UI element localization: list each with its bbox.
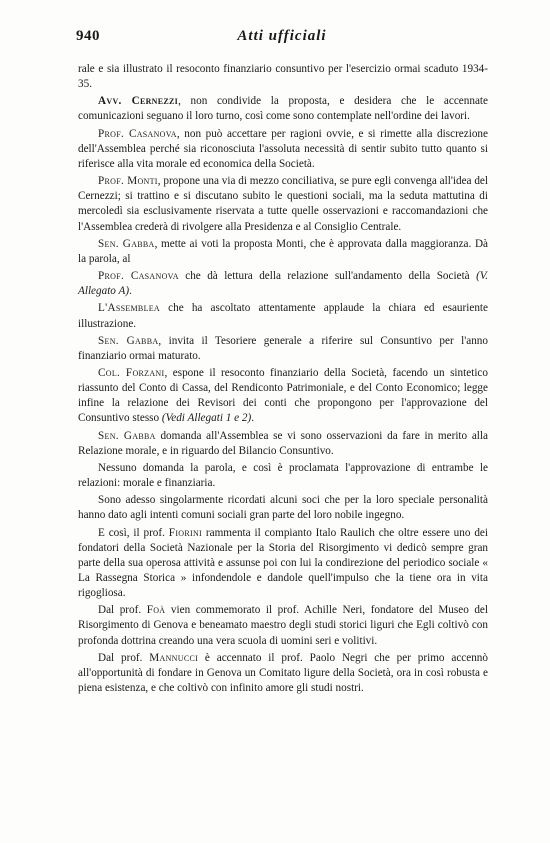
- page-header: [76, 28, 488, 50]
- paragraph-text: .: [251, 412, 254, 425]
- paragraph-text: che ha ascoltato attentamente applaude la chiara ed esauriente illustrazione.: [78, 302, 488, 330]
- paragraph: [78, 651, 488, 696]
- speaker-name: Sen. Gabba: [98, 429, 156, 442]
- paragraph-text: , non condivide la proposta, e desidera che le accennate comunicazioni seguano il loro turno, così come sono contemplate nell'ordine dei lavori.: [78, 95, 488, 123]
- paragraph-text: rammenta il compianto Italo Raulich che oltre essere uno dei fondatori della Società Nazionale per la Storia del Risorgimento vi dedicò sempre gran parte della sua operosa attività e assunse poi con lui la condirezione del periodico sociale « La Rassegna Storica » infondendole e dandole quell'impulso che la tiene ora in vita rigogliosa.: [78, 526, 488, 600]
- body-text: [78, 62, 488, 698]
- paragraph: [78, 526, 488, 602]
- paragraph: [78, 366, 488, 427]
- speaker-name: Sen. Gabba: [98, 237, 155, 250]
- allegato-reference: (Vedi Allegati 1 e 2): [161, 412, 252, 425]
- speaker-name: Foà: [146, 604, 166, 617]
- paragraph-text: Nessuno domanda la parola, e così è proclamata l'approvazione di entrambe le relazioni: morale e finanziaria.: [78, 461, 488, 490]
- speaker-name: Sen. Gabba: [98, 334, 159, 347]
- paragraph: [78, 237, 488, 267]
- paragraph: [78, 62, 488, 92]
- paragraph-text: , propone una via di mezzo conciliativa, se pure egli convenga all'idea del Cernezzi; si trattino e si discutano subito le questioni sociali, ma la seduta mattutina di mercoledì sia esclusivamente riservata a tutte quelle osservazioni e raccomandazioni che l'Assemblea crederà di rivolgere alla Presidenza e al Consiglio Centrale.: [78, 175, 488, 233]
- paragraph: [78, 127, 488, 172]
- paragraph: [78, 301, 488, 331]
- paragraph: [78, 269, 488, 299]
- speaker-name: Prof. Casanova: [98, 270, 179, 283]
- paragraph-text: domanda all'Assemblea se vi sono osservazioni da fare in merito alla Relazione morale, e in riguardo del Bilancio Consuntivo.: [78, 429, 488, 457]
- speaker-name: Prof. Monti: [98, 175, 158, 188]
- paragraph-text: , non può accettare per ragioni ovvie, e si rimette alla discrezione dell'Assemblea perché sia riconosciuta l'assoluta necessità di sentir subito tutto quanto si riferisce alla vita morale ed economica della Società.: [78, 127, 488, 170]
- paragraph-text: E così, il prof.: [98, 526, 169, 539]
- paragraph-text: è accennato il prof. Paolo Negri che per primo accennò all'opportunità di fondare in Genova un Comitato ligure della Società, ora in così robusta e piena esistenza, e che coltivò con infinito amore gli studi nostri.: [78, 651, 488, 695]
- paragraph: [78, 94, 488, 124]
- paragraph-text: rale e sia illustrato il resoconto finanziario consuntivo per l'esercizio ormai scaduto 1934-35.: [78, 63, 488, 91]
- allegato-reference: (V. Allegato A): [78, 270, 489, 298]
- paragraph-text: che dà lettura della relazione sull'andamento della Società: [178, 270, 477, 283]
- speaker-name: L'Assemblea: [98, 302, 161, 315]
- paragraph-text: Sono adesso singolarmente ricordati alcuni soci che per la loro speciale personalità hanno dato agli intenti comuni sociali gran parte del loro nobile ingegno.: [78, 494, 488, 522]
- paragraph: [78, 493, 488, 523]
- paragraph-text: Dal prof.: [98, 604, 147, 617]
- paragraph-text: , invita il Tesoriere generale a riferire sul Consuntivo per l'anno finanziario ormai maturato.: [78, 334, 488, 362]
- paragraph: [78, 603, 488, 648]
- paragraph-text: vien commemorato il prof. Achille Neri, fondatore del Museo del Risorgimento di Genova e beneamato maestro degli studi storici liguri che Egli coltivò con profonda dottrina creando una vera scuola di uomini seri e volitivi.: [78, 604, 489, 647]
- paragraph: [78, 174, 488, 235]
- paragraph: [78, 334, 488, 364]
- paragraph-text: Dal prof.: [98, 651, 150, 664]
- paragraph: [78, 429, 488, 459]
- running-head: Atti ufficiali: [237, 28, 327, 44]
- page-number: 940: [76, 28, 100, 44]
- speaker-name: Col. Forzani: [98, 366, 165, 379]
- paragraph-text: .: [129, 285, 132, 298]
- speaker-name: Fiorini: [168, 526, 203, 539]
- paragraph-text: , mette ai voti la proposta Monti, che è approvata dalla maggioranza. Dà la parola, al: [78, 237, 488, 265]
- speaker-name: Mannucci: [149, 651, 199, 664]
- paragraph-text: , espone il resoconto finanziario della Società, facendo un sintetico riassunto del Conto di Cassa, del Rendiconto Patrimoniale, e del Conto Economico; legge infine la relazione dei Revisori dei conti che propongono per l'approvazione del Consuntivo stesso: [78, 366, 488, 425]
- paragraph: [78, 461, 488, 491]
- speaker-name: Prof. Casanova: [98, 127, 177, 140]
- speaker-name: Avv. Cernezzi: [98, 95, 179, 108]
